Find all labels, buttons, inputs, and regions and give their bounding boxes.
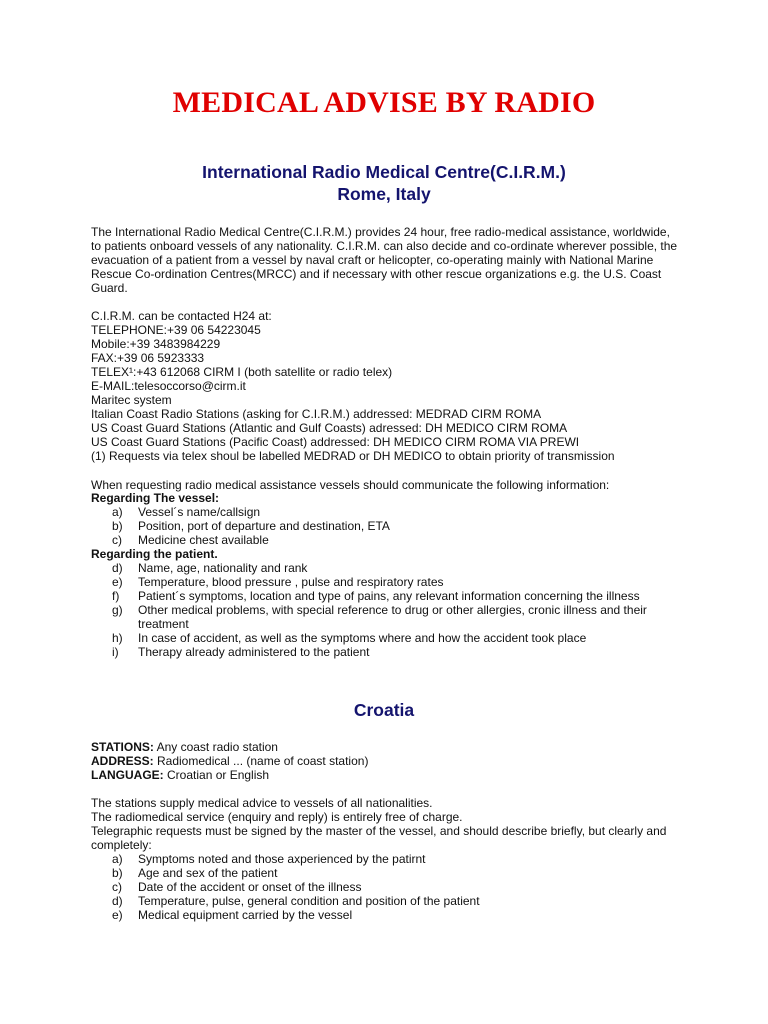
list-item: d) Name, age, nationality and rank: [112, 561, 308, 575]
croatia-text-2: The radiomedical service (enquiry and reply) is entirely free of charge.: [91, 810, 463, 824]
list-item: f) Patient´s symptoms, location and type of pains, any relevant information concerning the illness: [112, 589, 640, 603]
list-item: d) Temperature, pulse, general condition and position of the patient: [112, 894, 480, 908]
contact-email: E-MAIL:telesoccorso@cirm.it: [91, 379, 246, 393]
intro-paragraph: The International Radio Medical Centre(C.I.R.M.) provides 24 hour, free radio-medical assistance, worldwide, to patients onboard vessels of any nationality. C.I.R.M. can also decide and co-ordinate wherever possible, the evacuation of a patient from a vessel by naval craft or helicopter, co-operating mainly with National Marine Rescue Co-ordination Centres(MRCC) and if necessary with other rescue organizations e.g. the U.S. Coast Guard.: [91, 225, 678, 295]
list-item: b) Age and sex of the patient: [112, 866, 278, 880]
list-item: c) Medicine chest available: [112, 533, 269, 547]
contact-maritec: Maritec system: [91, 393, 172, 407]
section-title-croatia: Croatia: [353, 700, 415, 720]
contact-telex: TELEX¹:+43 612068 CIRM I (both satellite or radio telex): [91, 365, 393, 379]
contact-footnote: (1) Requests via telex shoul be labelled MEDRAD or DH MEDICO to obtain priority of transmission: [91, 449, 615, 463]
request-intro: When requesting radio medical assistance vessels should communicate the following information:: [91, 478, 610, 492]
contact-italian-stations: Italian Coast Radio Stations (asking for C.I.R.M.) addressed: MEDRAD CIRM ROMA: [91, 407, 542, 421]
contact-list: [91, 309, 691, 463]
vessel-list: [112, 505, 652, 547]
croatia-address: ADDRESS: Radiomedical ... (name of coast station): [91, 754, 369, 768]
list-item: c) Date of the accident or onset of the illness: [112, 880, 362, 894]
contact-us-atlantic: US Coast Guard Stations (Atlantic and Gulf Coasts) adressed: DH MEDICO CIRM ROMA: [91, 421, 568, 435]
subtitle-location: Rome, Italy: [337, 184, 431, 204]
croatia-list: [112, 852, 652, 922]
contact-telephone: TELEPHONE:+39 06 54223045: [91, 323, 261, 337]
croatia-text-1: The stations supply medical advice to vessels of all nationalities.: [91, 796, 433, 810]
patient-list: [112, 561, 652, 659]
croatia-language: LANGUAGE: Croatian or English: [91, 768, 270, 782]
list-item: a) Symptoms noted and those axperienced by the patirnt: [112, 852, 426, 866]
list-item: i) Therapy already administered to the patient: [112, 645, 370, 659]
list-item: a) Vessel´s name/callsign: [112, 505, 261, 519]
contact-us-pacific: US Coast Guard Stations (Pacific Coast) addressed: DH MEDICO CIRM ROMA VIA PREWI: [91, 435, 580, 449]
contact-line: C.I.R.M. can be contacted H24 at:: [91, 309, 272, 323]
patient-heading: Regarding the patient.: [91, 547, 218, 561]
croatia-text-3: Telegraphic requests must be signed by the master of the vessel, and should describe briefly, but clearly and completely:: [91, 824, 667, 852]
croatia-info: [91, 740, 691, 782]
list-item: g) Other medical problems, with special reference to drug or other allergies, cronic illness and their treatment: [112, 603, 647, 631]
page-title: MEDICAL ADVISE BY RADIO: [172, 86, 596, 119]
contact-mobile: Mobile:+39 3483984229: [91, 337, 221, 351]
subtitle: [0, 161, 768, 205]
list-item: h) In case of accident, as well as the symptoms where and how the accident took place: [112, 631, 587, 645]
list-item: e) Temperature, blood pressure , pulse and respiratory rates: [112, 575, 444, 589]
subtitle-organization: International Radio Medical Centre(C.I.R.M.): [202, 162, 566, 182]
vessel-heading: Regarding The vessel:: [91, 491, 220, 505]
contact-fax: FAX:+39 06 5923333: [91, 351, 205, 365]
list-item: e) Medical equipment carried by the vessel: [112, 908, 353, 922]
croatia-stations: STATIONS: Any coast radio station: [91, 740, 278, 754]
list-item: b) Position, port of departure and destination, ETA: [112, 519, 390, 533]
